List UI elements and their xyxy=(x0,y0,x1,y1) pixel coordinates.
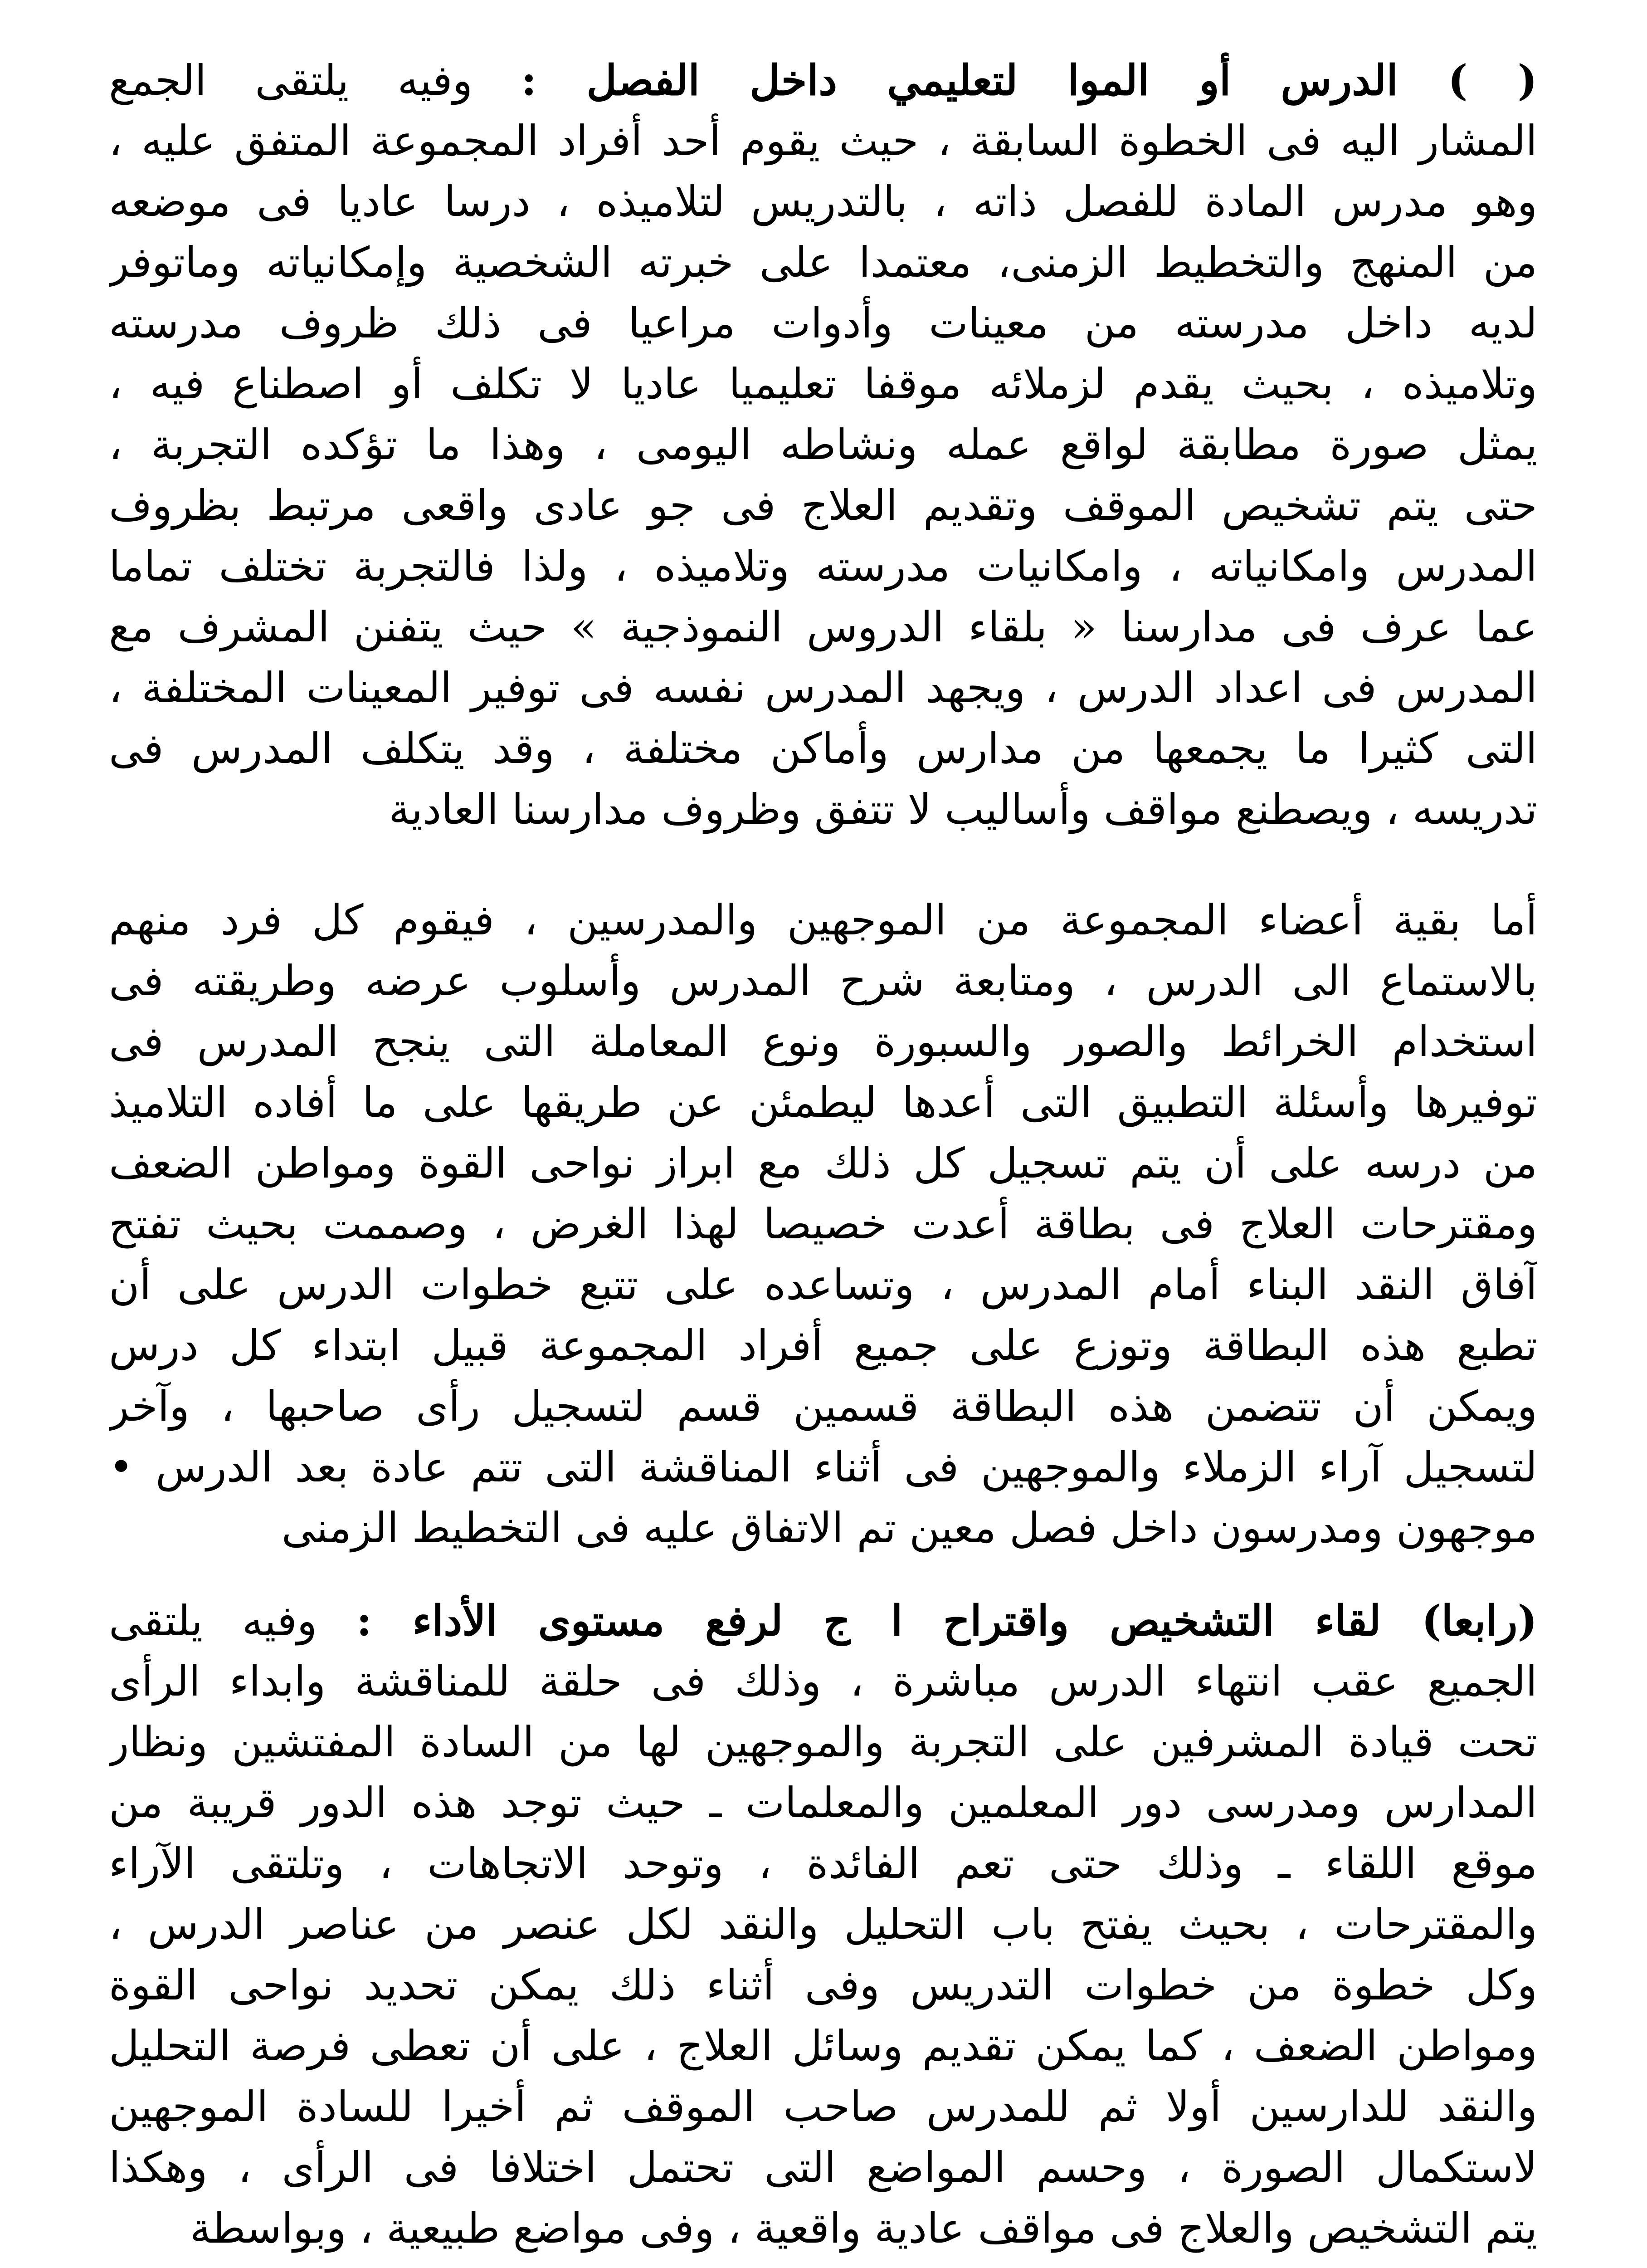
text-line: المشار اليه فى الخطوة السابقة ، حيث يقوم أحد أفراد المجموعة المتفق عليه ، xyxy=(109,117,1537,165)
text-line: من درسه على أن يتم تسجيل كل ذلك مع ابراز نواحى القوة ومواطن الضعف xyxy=(109,1139,1537,1188)
text-line: وكل خطوة من خطوات التدريس وفى أثناء ذلك يمكن تحديد نواحى القوة xyxy=(109,1961,1537,2009)
text-line: لاستكمال الصورة ، وحسم المواضع التى تحتمل اختلافا فى الرأى ، وهكذا xyxy=(109,2143,1537,2192)
text-line: أما بقية أعضاء المجموعة من الموجهين والمدرسين ، فيقوم كل فرد منهم xyxy=(109,896,1537,944)
text-line: موجهون ومدرسون داخل فصل معين تم الاتفاق عليه فى التخطيط الزمنى xyxy=(281,1504,1537,1552)
text-line: لديه داخل مدرسته من معينات وأدوات مراعيا فى ذلك ظروف مدرسته xyxy=(109,299,1537,347)
text-line: استخدام الخرائط والصور والسبورة ونوع المعاملة التى ينجح المدرس فى xyxy=(109,1017,1537,1066)
text-line: الجميع عقب انتهاء الدرس مباشرة ، وذلك فى حلقة للمناقشة وابداء الرأى xyxy=(109,1657,1537,1706)
text-line: والنقد للدارسين أولا ثم للمدرس صاحب الموقف ثم أخيرا للسادة الموجهين xyxy=(109,2082,1537,2131)
text-line: وتلاميذه ، بحيث يقدم لزملائه موقفا تعليميا عاديا لا تكلف أو اصطناع فيه ، xyxy=(109,360,1537,408)
text-line: تحت قيادة المشرفين على التجربة والموجهين لها من السادة المفتشين ونظار xyxy=(109,1718,1537,1766)
text-line: (رابعا) لقاء التشخيص واقتراح ا ج لرفع مستوى الأداء : وفيه يلتقى xyxy=(109,1596,1537,1645)
text-line: لتسجيل آراء الزملاء والموجهين فى أثناء المناقشة التى تتم عادة بعد الدرس • xyxy=(109,1443,1537,1491)
paragraph-diagnosis xyxy=(109,1590,1537,2259)
text-line: المدرس فى اعداد الدرس ، ويجهد المدرس نفسه فى توفير المعينات المختلفة ، xyxy=(109,664,1537,712)
paragraph-gap xyxy=(109,1559,1537,1590)
text-line: حتى يتم تشخيص الموقف وتقديم العلاج فى جو عادى واقعى مرتبط بظروف xyxy=(109,481,1537,530)
text-line: ( ) الدرس أو الموا لتعليمي داخل الفصل : وفيه يلتقى الجمع xyxy=(109,56,1537,105)
text-line: ومواطن الضعف ، كما يمكن تقديم وسائل العلاج ، على أن تعطى فرصة التحليل xyxy=(109,2022,1537,2070)
text-line: عما عرف فى مدارسنا « بلقاء الدروس النموذجية » حيث يتفنن المشرف مع xyxy=(109,603,1537,651)
text-line: آفاق النقد البناء أمام المدرس ، وتساعده على تتبع خطوات الدرس على أن xyxy=(109,1261,1537,1309)
text-line: بالاستماع الى الدرس ، ومتابعة شرح المدرس وأسلوب عرضه وطريقته فى xyxy=(109,957,1537,1005)
text-line: المدارس ومدرسى دور المعلمين والمعلمات ـ حيث توجد هذه الدور قريبة من xyxy=(109,1779,1537,1827)
text-line: ويمكن أن تتضمن هذه البطاقة قسمين قسم لتسجيل رأى صاحبها ، وآخر xyxy=(109,1382,1537,1431)
paragraph-lesson xyxy=(109,50,1537,840)
text-column xyxy=(109,50,1537,2259)
text-line: من المنهج والتخطيط الزمنى، معتمدا على خبرته الشخصية وإمكانياته وماتوفر xyxy=(109,238,1537,287)
paragraph-observers xyxy=(109,890,1537,1559)
paragraph-gap xyxy=(109,840,1537,890)
text-line: وهو مدرس المادة للفصل ذاته ، بالتدريس لتلاميذه ، درسا عاديا فى موضعه xyxy=(109,177,1537,226)
text-line: تطبع هذه البطاقة وتوزع على جميع أفراد المجموعة قبيل ابتداء كل درس xyxy=(109,1321,1537,1370)
text-line: المدرس وامكانياته ، وامكانيات مدرسته وتلاميذه ، ولذا فالتجربة تختلف تماما xyxy=(109,542,1537,591)
section-heading: (رابعا) لقاء التشخيص واقتراح ا ج لرفع مستوى الأداء : xyxy=(356,1596,1537,1645)
text-line: موقع اللقاء ـ وذلك حتى تعم الفائدة ، وتوحد الاتجاهات ، وتلتقى الآراء xyxy=(109,1839,1537,1888)
text-line: يتم التشخيص والعلاج فى مواقف عادية واقعية ، وفى مواضع طبيعية ، وبواسطة xyxy=(190,2204,1537,2253)
text-line: التى كثيرا ما يجمعها من مدارس وأماكن مختلفة ، وقد يتكلف المدرس فى xyxy=(109,724,1537,773)
section-heading: ( ) الدرس أو الموا لتعليمي داخل الفصل : xyxy=(521,56,1537,105)
text-line: تدريسه ، ويصطنع مواقف وأساليب لا تتفق وظروف مدارسنا العادية xyxy=(389,785,1537,834)
text-line: والمقترحات ، بحيث يفتح باب التحليل والنقد لكل عنصر من عناصر الدرس ، xyxy=(109,1900,1537,1949)
text-line: ومقترحات العلاج فى بطاقة أعدت خصيصا لهذا الغرض ، وصممت بحيث تفتح xyxy=(109,1200,1537,1248)
text-line: توفيرها وأسئلة التطبيق التى أعدها ليطمئن عن طريقها على ما أفاده التلاميذ xyxy=(109,1078,1537,1127)
text-line: يمثل صورة مطابقة لواقع عمله ونشاطه اليومى ، وهذا ما تؤكده التجربة ، xyxy=(109,420,1537,469)
